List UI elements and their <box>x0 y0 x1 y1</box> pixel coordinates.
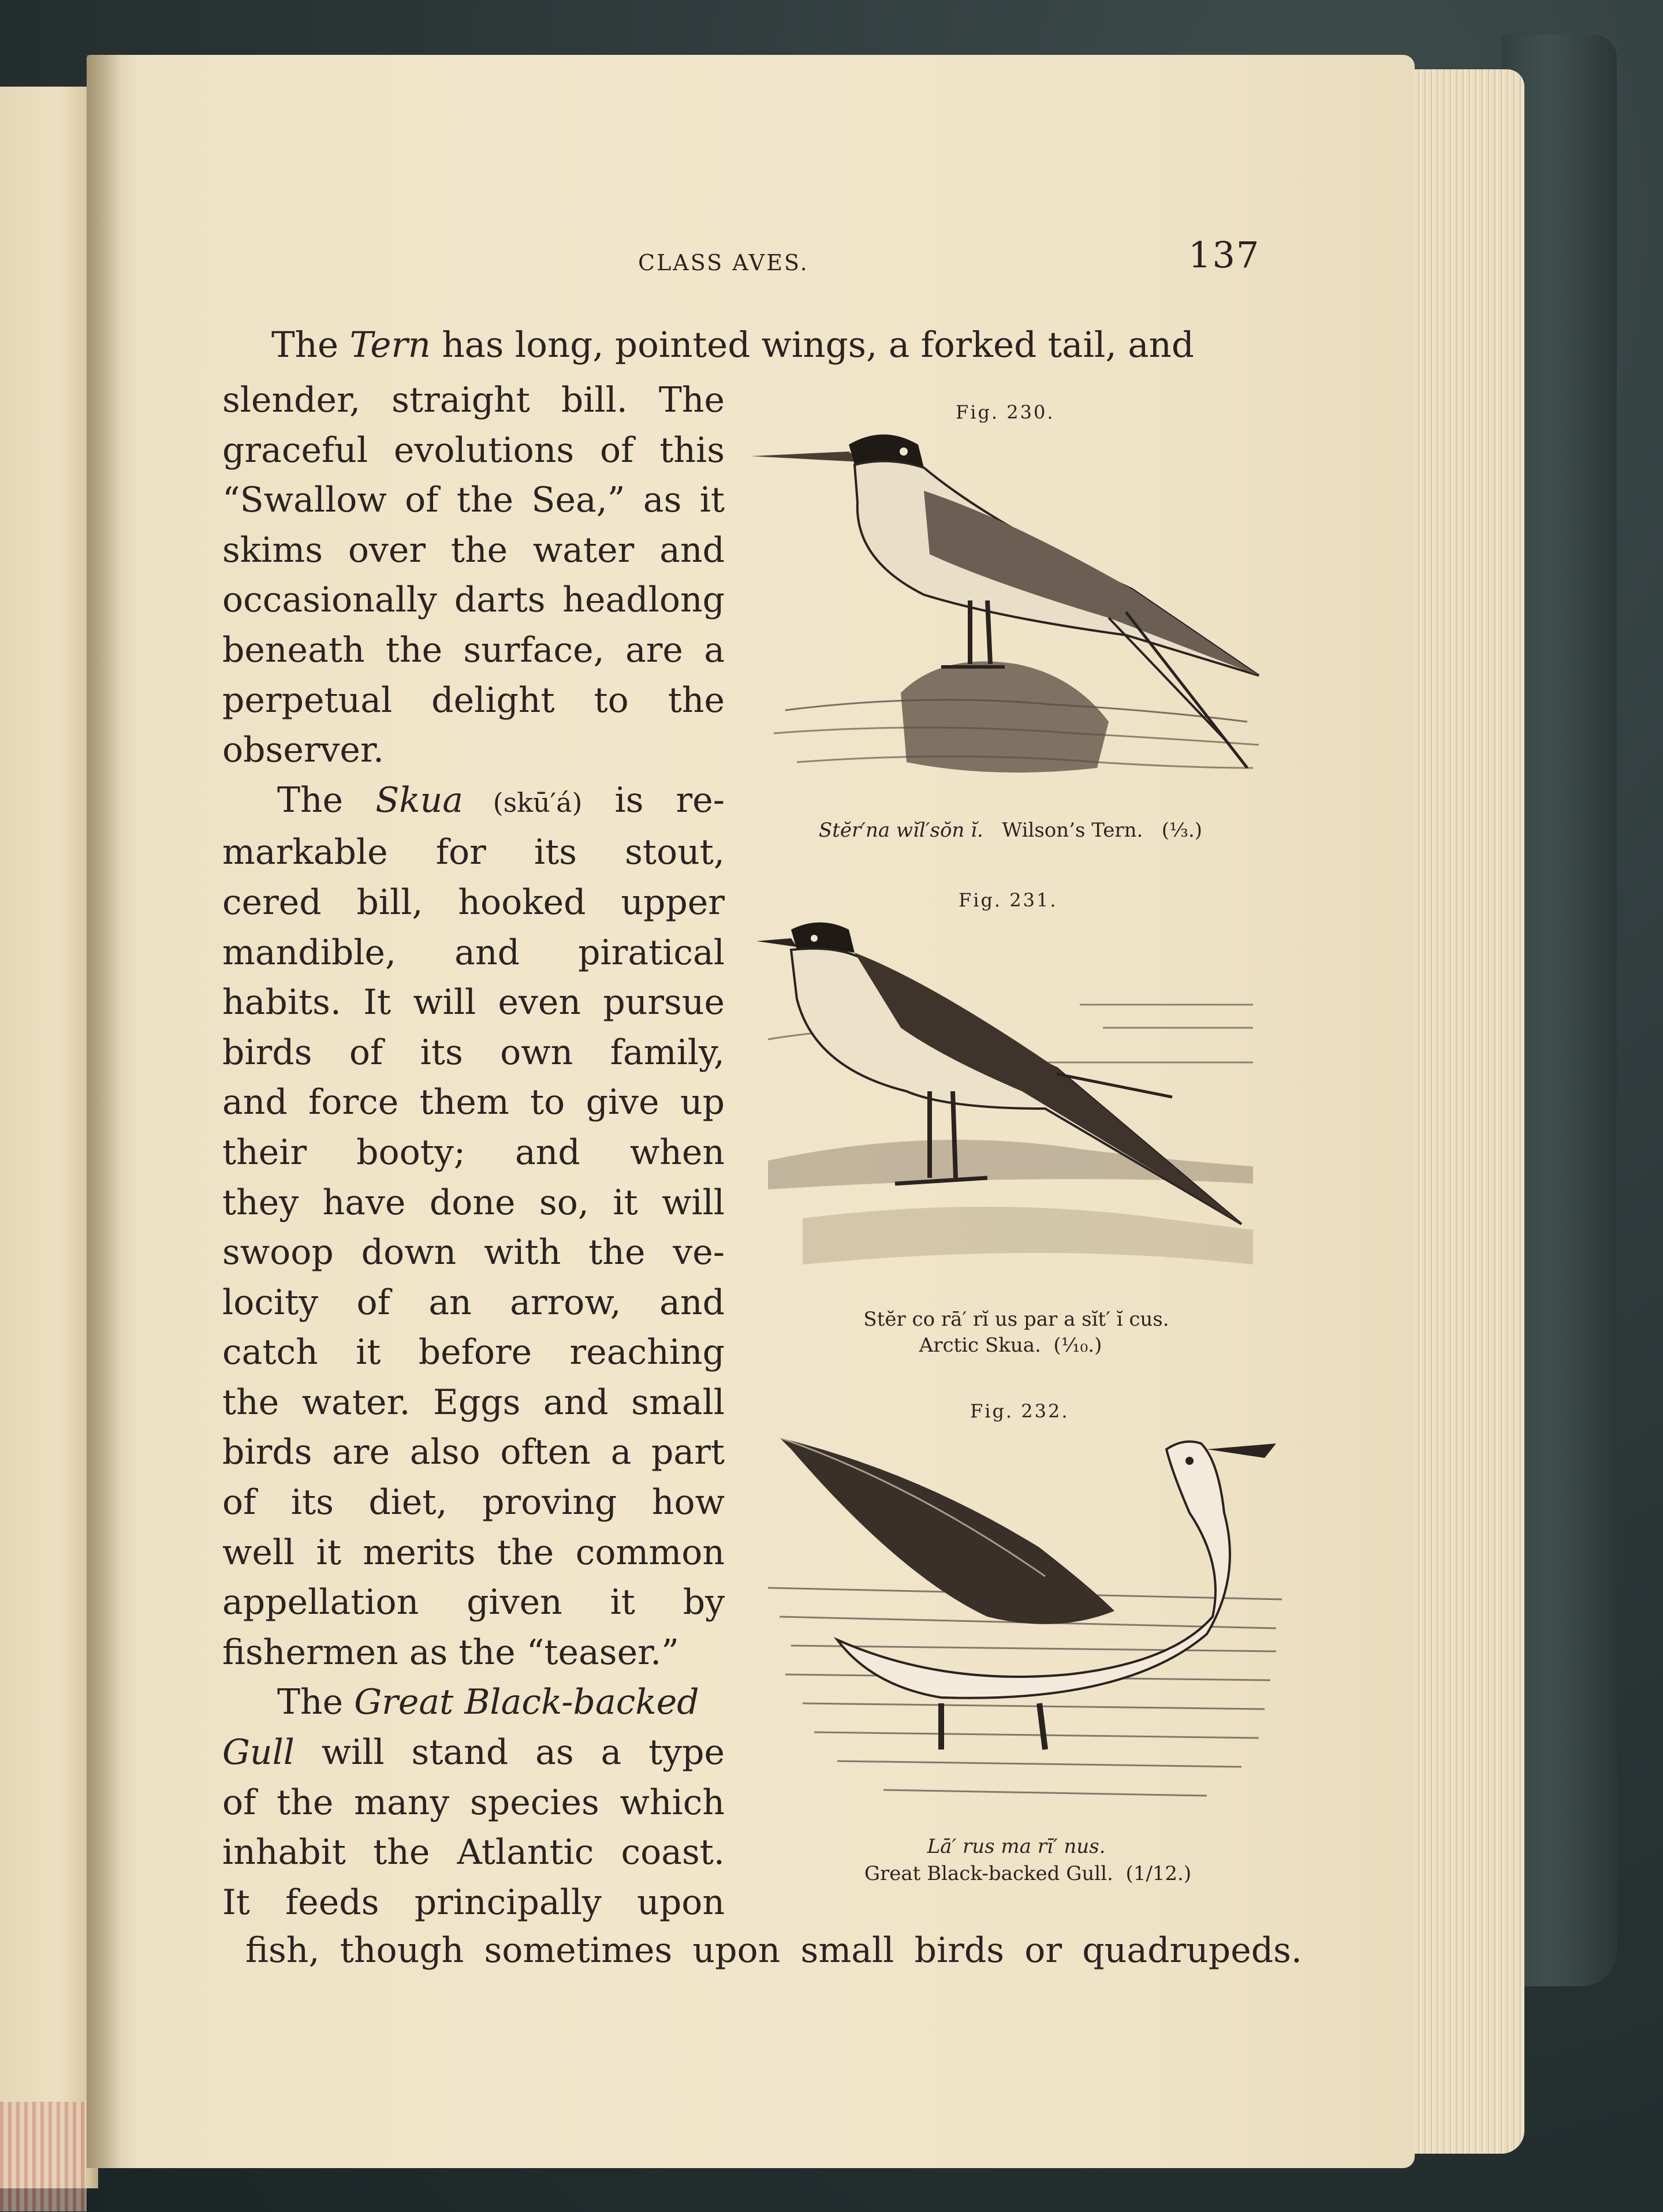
gull-intro-line: The Great Black-backed <box>277 1682 699 1723</box>
page-stack-edge <box>1409 69 1524 2154</box>
text-line: mandible, and piratical <box>222 932 725 973</box>
page-number: 137 <box>1188 234 1261 276</box>
text-line: locity of an arrow, and <box>222 1282 725 1323</box>
running-head: CLASS AVES. <box>638 250 809 275</box>
text-line: swoop down with the ve- <box>222 1232 725 1273</box>
text-line: observer. <box>222 730 385 771</box>
previous-page-bottom <box>0 2102 87 2211</box>
last-text-line: fish, though sometimes upon small birds or quadrupeds. <box>245 1930 1302 1971</box>
text-line: slender, straight bill. The <box>222 380 725 420</box>
figure-232-label: Fig. 232. <box>970 1400 1069 1422</box>
text-line: skims over the water and <box>222 529 725 570</box>
text-line: beneath the surface, are a <box>222 629 725 670</box>
figure-232-caption-latin: Lā′ rus ma rī′ nus. <box>927 1835 1106 1858</box>
gull-second-line: Gull will stand as a type <box>222 1732 725 1773</box>
text-column <box>222 375 725 1927</box>
text-line: markable for its stout, <box>222 832 725 873</box>
text-line: of the many species which <box>222 1782 725 1823</box>
text-line: catch it before reaching <box>222 1332 725 1373</box>
text-line: graceful evolutions of this <box>222 430 725 471</box>
text-line: “Swallow of the Sea,” as it <box>222 480 725 521</box>
text-line: habits. It will even pursue <box>222 982 725 1023</box>
text-line: birds of its own family, <box>222 1032 725 1073</box>
text-line: their booty; and when <box>222 1132 725 1173</box>
text-line: the water. Eggs and small <box>222 1382 725 1423</box>
figure-230-label: Fig. 230. <box>956 401 1055 423</box>
gutter-shadow <box>87 55 121 2168</box>
skua-intro-line: The Skua (skū′á) is re- <box>277 779 725 820</box>
figure-231-caption-latin: Stĕr co rā′ rĭ us par a sĭt′ ĭ cus. <box>863 1308 1169 1331</box>
text-line: It feeds principally upon <box>222 1882 725 1923</box>
figure-230-caption: Stĕr′na wĭl′sŏn ĭ. Wilson’s Tern. (⅓.) <box>818 819 1203 842</box>
text-line: well it merits the common <box>222 1532 725 1573</box>
figure-231-label: Fig. 231. <box>959 889 1058 911</box>
skua-illustration <box>756 918 1265 1288</box>
tern-illustration <box>751 421 1270 803</box>
text-line: birds are also often a part <box>222 1432 725 1473</box>
text-line: they have done so, it will <box>222 1182 725 1223</box>
text-line: fishermen as the “teaser.” <box>222 1632 679 1673</box>
figure-231-caption: Arctic Skua. (⅒.) <box>919 1334 1102 1357</box>
text-line: inhabit the Atlantic coast. <box>222 1832 725 1873</box>
figure-232-caption: Great Black-backed Gull. (1/12.) <box>864 1862 1192 1885</box>
paragraph-tern-first-line: The Tern has long, pointed wings, a forked tail, and <box>271 324 1194 365</box>
text-line: occasionally darts headlong <box>222 580 725 621</box>
gull-illustration <box>768 1426 1282 1830</box>
text-line: cered bill, hooked upper <box>222 882 725 923</box>
text-line: of its diet, proving how <box>222 1482 725 1523</box>
text-line: and force them to give up <box>222 1082 725 1123</box>
previous-page-edge <box>0 87 98 2188</box>
text-line: perpetual delight to the <box>222 680 725 721</box>
text-line: appellation given it by <box>222 1582 725 1623</box>
